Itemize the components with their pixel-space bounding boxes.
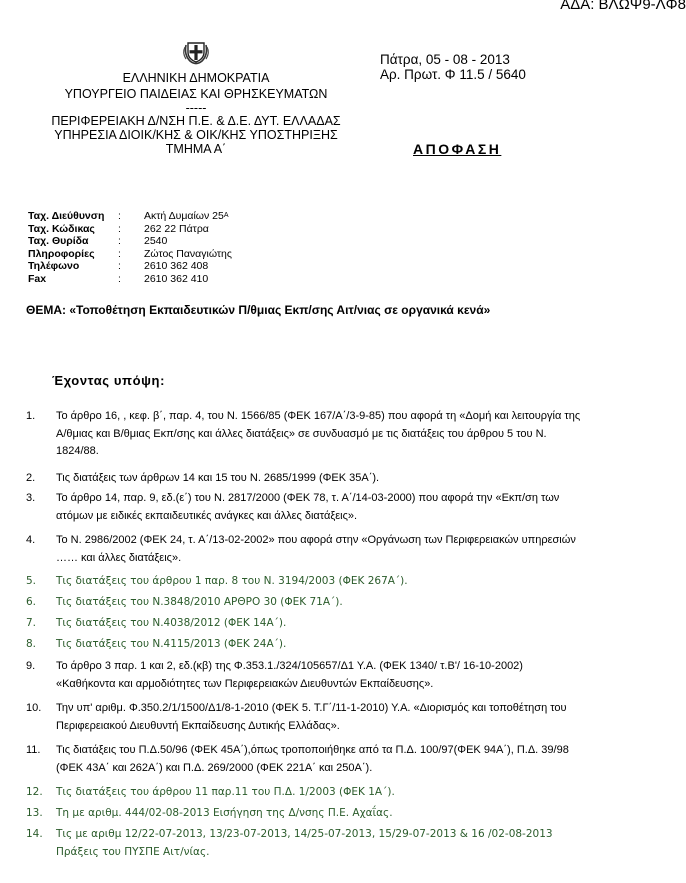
list-item-number: 14. [26,828,43,840]
list-item-text [56,594,642,612]
list-item-line: Τις διατάξεις του άρθρου 1 παρ. 8 του Ν. 3194/2003 (ΦΕΚ 267Α΄). [56,575,408,587]
contact-row: Ταχ. Κώδικας : 262 22 Πάτρα [28,222,209,235]
list-item-number: 10. [26,702,42,714]
list-item-line: Περιφερειακού Διευθυντή Εκπαίδευσης Δυτικής Ελλάδας». [56,719,340,732]
greek-coat-of-arms-icon [178,33,214,69]
list-item-line: «Καθήκοντα και αρμοδιότητες των Περιφερειακών Διευθυντών Εκπαίδευσης». [56,677,434,690]
contact-row: Ταχ. Διεύθυνση : Ακτή Δυμαίων 25 Α [28,210,229,222]
list-item-text [56,636,642,654]
list-item-text [56,408,642,461]
list-item-line: Τη με αριθμ. 444/02-08-2013 Εισήγηση της Δ/νσης Π.Ε. Αχαΐας. [56,807,393,819]
list-item [26,532,642,567]
list-item-line: Το Ν. 2986/2002 (ΦΕΚ 24, τ. Α΄/13-02-2002» που αφορά στην «Οργάνωση των Περιφερειακών υπηρεσιών [56,534,576,546]
list-item-number: 5. [26,575,37,587]
subject-line: ΘΕΜΑ: «Τοποθέτηση Εκπαιδευτικών Π/θμιας Εκπ/σης Αιτ/νιας σε οργανικά κενά» [26,303,491,317]
list-item-number: 12. [26,786,43,798]
contact-row: Fax : 2610 362 410 [28,272,209,285]
protocol-number: Αρ. Πρωτ. Φ 11.5 / 5640 [380,67,526,82]
list-item-line: Τις με αριθμ 12/22-07-2013, 13/23-07-2013, 14/25-07-2013, 15/29-07-2013 & 16 /02-08-2013 [56,828,553,840]
list-item-line: Το άρθρο 16, , κεφ. β΄, παρ. 4, του Ν. 1566/85 (ΦΕΚ 167/Α΄/3-9-85) που αφορά τη «Δομή και λειτουργία της [56,410,581,422]
list-item [26,594,642,612]
list-item-text [56,826,642,861]
list-item-number: 11. [26,744,41,756]
list-item-text [56,490,642,525]
org-country: ΕΛΛΗΝΙΚΗ ΔΗΜΟΚΡΑΤΙΑ [122,71,270,85]
list-item [26,784,642,802]
list-item [26,658,642,693]
list-item [26,573,642,591]
contact-row: Ταχ. Θυρίδα : 2540 [28,235,168,247]
list-item-line: Πράξεις του ΠΥΣΠΕ Αιτ/νίας. [56,845,210,858]
list-item-number: 7. [26,617,37,629]
org-department: ΤΜΗΜΑ Α΄ [165,142,227,156]
list-item-line: Τις διατάξεις του Π.Δ.50/96 (ΦΕΚ 45Α΄),όπως τροποποιήθηκε από τα Π.Δ. 100/97(ΦΕΚ 94Α΄), Π.Δ. 39/98 [56,744,569,756]
list-item-line: Τις διατάξεις του Ν.4115/2013 (ΦΕΚ 24Α΄). [56,638,287,650]
list-item [26,470,642,488]
list-item [26,826,642,861]
list-item-line: Τις διατάξεις του Ν.4038/2012 (ΦΕΚ 14Α΄). [56,617,287,629]
org-directorate: ΠΕΡΙΦΕΡΕΙΑΚΗ Δ/ΝΣΗ Π.Ε. & Δ.Ε. ΔΥΤ. ΕΛΛΑΔΑΣ [51,114,341,128]
list-item-number: 9. [26,660,36,672]
list-item-line: Το άρθρο 3 παρ. 1 και 2, εδ.(κβ) της Φ.353.1./324/105657/Δ1 Υ.Α. (ΦΕΚ 1340/ τ.Β'/ 16-10-2002) [56,660,523,672]
list-item [26,636,642,654]
contact-block [28,210,232,285]
list-item-number: 13. [26,807,43,819]
list-item-line: Τις διατάξεις του άρθρου 11 παρ.11 του Π.Δ. 1/2003 (ΦΕΚ 1Α΄). [56,786,395,798]
list-item-line: Το άρθρο 14, παρ. 9, εδ.(ε΄) του Ν. 2817/2000 (ΦΕΚ 78, τ. Α΄/14-03-2000) που αφορά την «Εκπ/ση των [56,492,560,504]
list-item-number: 6. [26,596,37,608]
list-item-number: 8. [26,638,37,650]
list-item-text [56,470,642,488]
list-item-number: 1. [26,410,36,422]
list-item-text [56,573,642,591]
org-ministry: ΥΠΟΥΡΓΕΙΟ ΠΑΙΔΕΙΑΣ ΚΑΙ ΘΡΗΣΚΕΥΜΑΤΩΝ [64,87,328,101]
list-item-line: (ΦΕΚ 43Α΄ και 262Α΄) και Π.Δ. 269/2000 (ΦΕΚ 221Α΄ και 250Α΄). [56,761,373,774]
contact-row: Τηλέφωνο : 2610 362 408 [28,260,209,272]
list-item-line: Τις διατάξεις των άρθρων 14 και 15 του Ν. 2685/1999 (ΦΕΚ 35Α΄). [56,472,380,484]
list-item-number: 4. [26,534,36,546]
list-item-text [56,784,642,802]
list-item [26,408,642,461]
list-item-number: 2. [26,472,36,484]
list-item [26,700,642,735]
list-item [26,490,642,525]
list-item-line: Τις διατάξεις του Ν.3848/2010 ΑΡΘΡΟ 30 (ΦΕΚ 71Α΄). [56,596,343,608]
list-item-number: 3. [26,492,36,504]
list-item-text [56,700,642,735]
list-item-text [56,805,642,823]
org-divider: ----- [185,101,207,115]
list-item-text [56,658,642,693]
ada-code: ΑΔΑ: ΒΛΩΨ9-ΛΦ8 [560,0,686,13]
list-item-line: …… και άλλες διατάξεις». [56,551,182,564]
list-item [26,805,642,823]
list-item-text [56,615,642,633]
list-item-line: Α/θμιας και Β/θμιας Εκπ/σης και άλλες διατάξεις» σε συνδυασμό με τις διατάξεις του άρθρου 5 του Ν. [56,427,547,440]
org-service: ΥΠΗΡΕΣΙΑ ΔΙΟΙΚ/ΚΗΣ & ΟΙΚ/ΚΗΣ ΥΠΟΣΤΗΡΙΞΗΣ [54,128,338,142]
list-item-line: Την υπ' αριθμ. Φ.350.2/1/1500/Δ1/8-1-2010 (ΦΕΚ 5. Τ.Γ΄/11-1-2010) Υ.Α. «Διορισμός και τοποθέτηση του [56,702,567,714]
list-item-text [56,532,642,567]
list-item [26,615,642,633]
decision-title: ΑΠΟΦΑΣΗ [413,141,502,157]
considering-heading: Έχοντας υπόψη: [52,373,166,388]
list-item [26,742,642,777]
list-item-line: 1824/88. [56,445,99,457]
contact-row: Πληροφορίες : Ζώτος Παναγιώτης [28,247,232,260]
list-item-text [56,742,642,777]
place-date: Πάτρα, 05 - 08 - 2013 [380,52,510,67]
list-item-line: ατόμων με ειδικές εκπαιδευτικές ανάγκες και άλλες διατάξεις». [56,509,358,522]
